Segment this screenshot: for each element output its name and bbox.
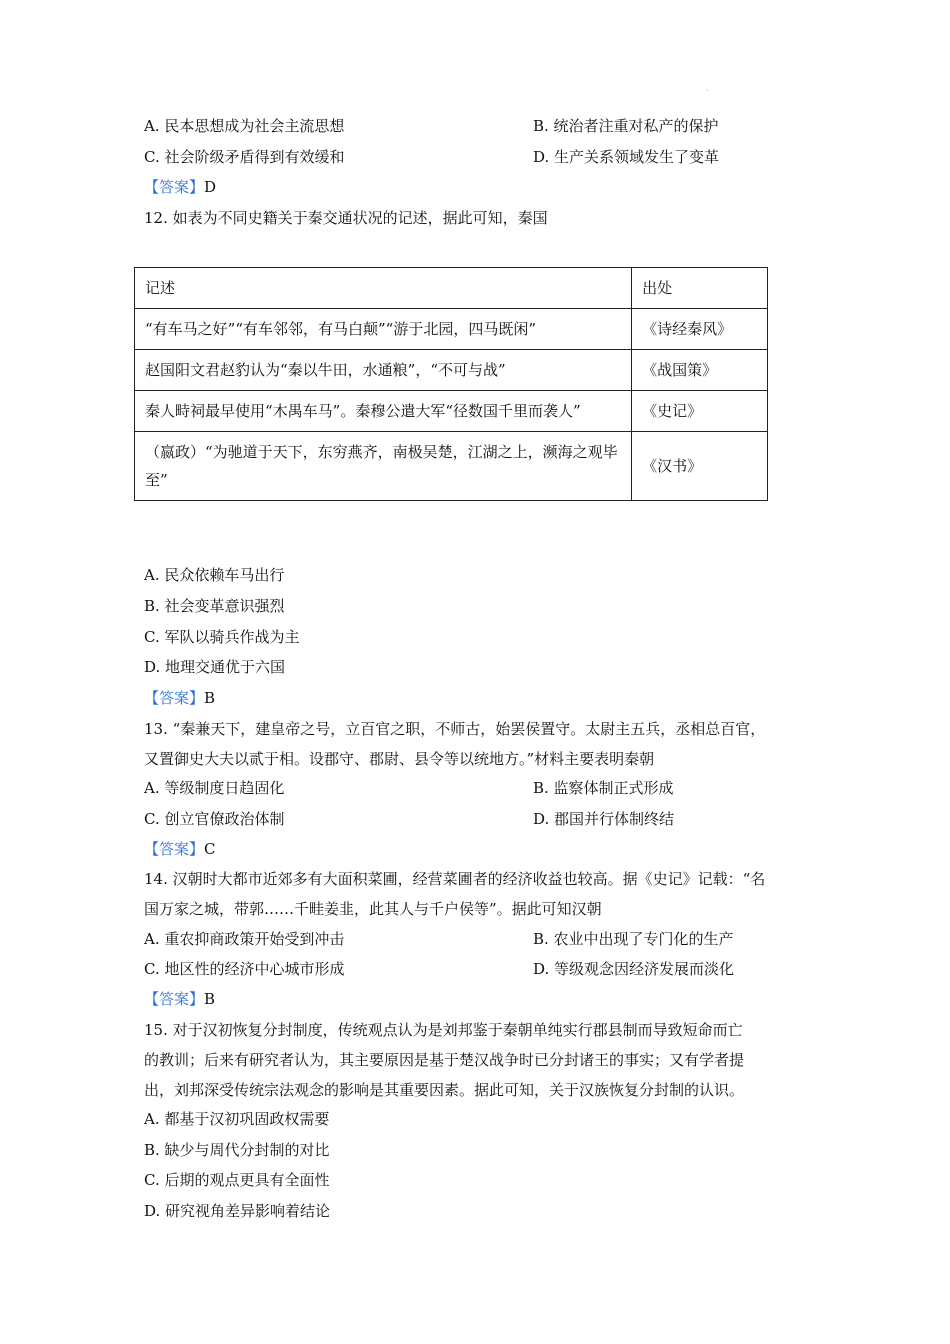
table-cell: 《诗经秦风》	[632, 309, 768, 350]
table-cell: 《战国策》	[632, 350, 768, 391]
table-cell: 秦人畤祠最早使用“木禺车马”。秦穆公遣大军“径数国千里而袭人”	[135, 391, 632, 432]
table-cell: “有车马之好”“有车邻邻，有马白颠”“游于北园，四马既闲”	[135, 309, 632, 350]
table-cell: 《史记》	[632, 391, 768, 432]
q13-stem-line-2: 又置御史大夫以贰于相。设郡守、郡尉、县令等以统地方。”材料主要表明秦朝	[144, 750, 655, 768]
q12-option-a: A. 民众依赖车马出行	[144, 566, 285, 584]
answer-label: 【答案】	[144, 990, 205, 1008]
q11-option-c: C. 社会阶级矛盾得到有效缓和	[144, 148, 345, 166]
answer-value: B	[204, 990, 216, 1008]
q15-stem-line-3: 出，刘邦深受传统宗法观念的影响是其重要因素。据此可知，关于汉族恢复分封制的认识。	[144, 1081, 745, 1099]
answer-value: C	[204, 840, 216, 858]
q11-option-d: D. 生产关系领域发生了变革	[533, 148, 720, 166]
q13-option-b: B. 监察体制正式形成	[533, 779, 674, 797]
q11-answer	[144, 176, 216, 198]
q12-option-b: B. 社会变革意识强烈	[144, 597, 285, 615]
source-table	[134, 267, 768, 501]
q14-option-a: A. 重农抑商政策开始受到冲击	[144, 930, 345, 948]
q14-stem-line-1: 14. 汉朝时大都市近郊多有大面积菜圃，经营菜圃者的经济收益也较高。据《史记》记载：“名	[144, 870, 766, 888]
answer-value: B	[204, 689, 216, 707]
table-row	[135, 432, 768, 501]
q12-option-d: D. 地理交通优于六国	[144, 658, 286, 676]
q14-option-d: D. 等级观念因经济发展而淡化	[533, 960, 735, 978]
answer-label: 【答案】	[144, 178, 205, 196]
q14-option-c: C. 地区性的经济中心城市形成	[144, 960, 345, 978]
table-cell: 《汉书》	[632, 432, 768, 501]
table-header-cell: 记述	[135, 268, 632, 309]
table-header-row	[135, 268, 768, 309]
q12-answer	[144, 687, 215, 709]
q12-stem: 12. 如表为不同史籍关于秦交通状况的记述，据此可知，秦国	[144, 209, 548, 227]
q15-option-d: D. 研究视角差异影响着结论	[144, 1202, 331, 1220]
q12-option-c: C. 军队以骑兵作战为主	[144, 628, 300, 646]
q15-option-c: C. 后期的观点更具有全面性	[144, 1171, 330, 1189]
table-header-cell: 出处	[632, 268, 768, 309]
q14-answer	[144, 988, 215, 1010]
q15-option-a: A. 都基于汉初巩固政权需要	[144, 1110, 330, 1128]
answer-label: 【答案】	[144, 689, 205, 707]
answer-label: 【答案】	[144, 840, 205, 858]
corner-mark: ˎ	[706, 82, 709, 91]
table-cell: 赵国阳文君赵豹认为“秦以牛田，水通粮”，“不可与战”	[135, 350, 632, 391]
q13-stem-line-1: 13. “秦兼天下，建皇帝之号，立百官之职，不师古，始罢侯置守。太尉主五兵，丞相总百官，	[144, 720, 766, 738]
q15-stem-line-2: 的教训；后来有研究者认为，其主要原因是基于楚汉战争时已分封诸王的事实；又有学者提	[144, 1051, 745, 1069]
q15-option-b: B. 缺少与周代分封制的对比	[144, 1141, 330, 1159]
q11-option-a: A. 民本思想成为社会主流思想	[144, 117, 345, 135]
q13-option-d: D. 郡国并行体制终结	[533, 810, 675, 828]
q13-option-a: A. 等级制度日趋固化	[144, 779, 285, 797]
table-row	[135, 309, 768, 350]
q13-answer	[144, 838, 216, 860]
q11-option-b: B. 统治者注重对私产的保护	[533, 117, 719, 135]
table-cell: （嬴政）“为驰道于天下，东穷燕齐，南极吴楚，江湖之上，濒海之观毕至”	[135, 432, 632, 501]
q15-stem-line-1: 15. 对于汉初恢复分封制度，传统观点认为是刘邦鉴于秦朝单纯实行郡县制而导致短命而亡	[144, 1021, 743, 1039]
q13-option-c: C. 创立官僚政治体制	[144, 810, 285, 828]
q14-option-b: B. 农业中出现了专门化的生产	[533, 930, 734, 948]
table-row	[135, 350, 768, 391]
answer-value: D	[204, 178, 217, 196]
table-row	[135, 391, 768, 432]
q14-stem-line-2: 国万家之城，带郭……千畦姜韭，此其人与千户侯等”。据此可知汉朝	[144, 900, 602, 918]
